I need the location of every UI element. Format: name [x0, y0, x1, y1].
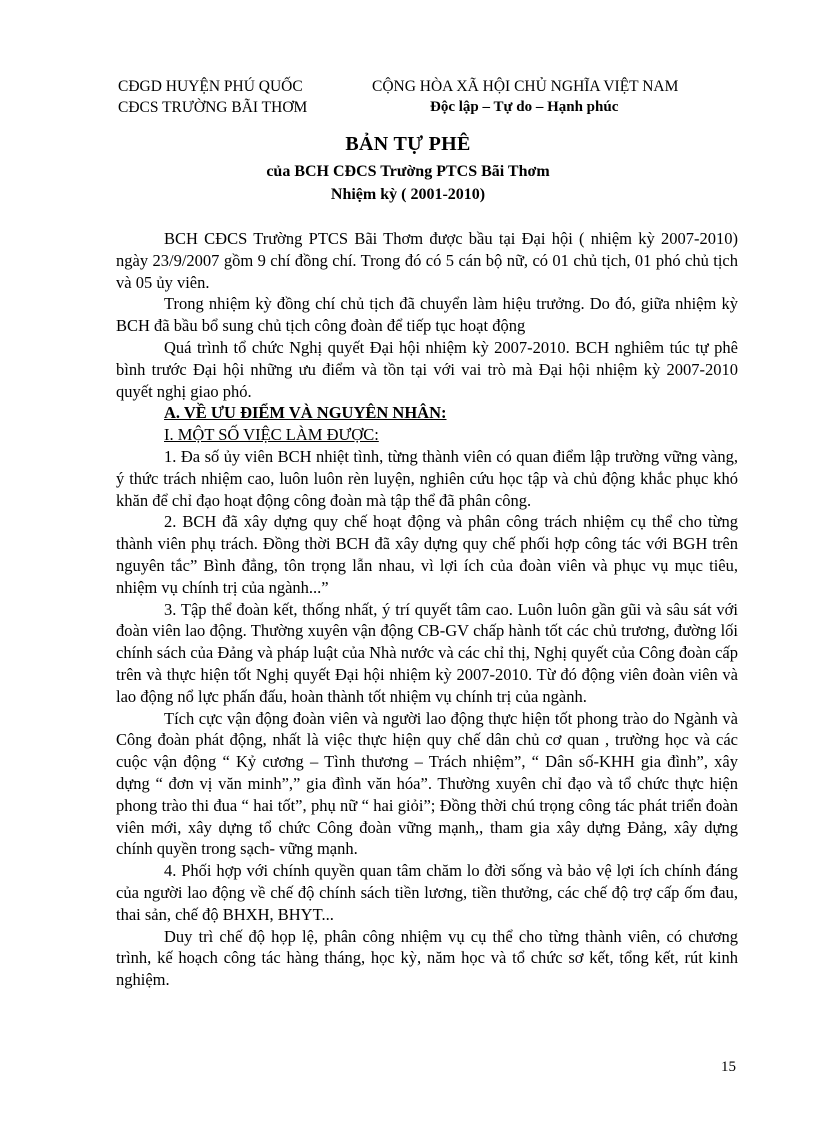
header-left-line1: CĐGD HUYỆN PHÚ QUỐC	[118, 78, 303, 95]
list-item-1: 1. Đa số ủy viên BCH nhiệt tình, từng thành viên có quan điểm lập trường vững vàng, ý thức trách nhiệm cao, luôn luôn rèn luyện, nghiên cứu học tập và chủ động khắc phục khó khăn để chỉ đạo hoạt động công đoàn mà tập thể đã phân công.	[116, 446, 738, 510]
paragraph-self-criticism: Quá trình tổ chức Nghị quyết Đại hội nhiệm kỳ 2007-2010. BCH nghiêm túc tự phê bình trước Đại hội những ưu điểm và tồn tại với vai trò mà Đại hội nhiệm kỳ 2007-2010 quyết nghị giao phó.	[116, 337, 738, 401]
document-title: BẢN TỰ PHÊ	[345, 133, 471, 155]
list-item-3-continued: Tích cực vận động đoàn viên và người lao động thực hiện tốt phong trào do Ngành và Công đoàn phát động, nhất là việc thực hiện quy chế dân chủ cơ quan , trường học và các cuộc vận động “ Kỷ cương – Tình thương – Trách nhiệm”, “ Dân số-KHH gia đình”, xây dựng “ đơn vị văn minh”,” gia đình văn hóa”. Thường xuyên chỉ đạo và tổ chức thực hiện phong trào thi đua “ hai tốt”, phụ nữ “ hai giỏi”; Đồng thời chú trọng công tác phát triển đoàn viên mới, xây dựng tổ chức Công đoàn vững mạnh,, tham gia xây dựng Đảng, xây dựng chính quyền trong sạch- vững mạnh.	[116, 708, 738, 859]
paragraph-chairman-change: Trong nhiệm kỳ đồng chí chủ tịch đã chuyển làm hiệu trưởng. Do đó, giữa nhiệm kỳ BCH đã bầu bổ sung chủ tịch công đoàn để tiếp tục hoạt động	[116, 294, 738, 336]
list-item-3: 3. Tập thể đoàn kết, thống nhất, ý trí quyết tâm cao. Luôn luôn gần gũi và sâu sát với đoàn viên lao động. Thường xuyên vận động CB-GV chấp hành tốt các chủ trương, đường lối chính sách của Đảng và pháp luật của Nhà nước và các chỉ thị, Nghị quyết của Công đoàn cấp trên và thực hiện tốt Nghị quyết Đại hội nhiệm kỳ 2007-2010. Từ đó động viên đoàn viên và lao động nổ lực phấn đấu, hoàn thành tốt nhiệm vụ chính trị của ngành.	[116, 599, 738, 706]
paragraph-intro: BCH CĐCS Trường PTCS Bãi Thơm được bầu tại Đại hội ( nhiệm kỳ 2007-2010) ngày 23/9/2007 gồm 9 chí đồng chí. Trong đó có 5 cán bộ nữ, có 01 chủ tịch, 01 phó chủ tịch và 05 ủy viên.	[116, 229, 738, 292]
list-item-4: 4. Phối hợp với chính quyền quan tâm chăm lo đời sống và bảo vệ lợi ích chính đáng của người lao động về chế độ chính sách tiền lương, tiền thưởng, các chế độ trợ cấp ốm đau, thai sản, chế độ BHXH, BHYT...	[116, 861, 738, 924]
document-subtitle: của BCH CĐCS Trường PTCS Bãi Thơm	[266, 163, 550, 180]
document-body	[116, 228, 738, 991]
header-organization	[118, 76, 307, 118]
list-item-4-continued: Duy trì chế độ họp lệ, phân công nhiệm vụ cụ thể cho từng thành viên, có chương trình, kế hoạch công tác hàng tháng, học kỳ, năm học và tổ chức sơ kết, tổng kết, rút kinh nghiệm.	[116, 926, 738, 990]
header-national-motto	[372, 76, 678, 118]
header-right-line2: Độc lập – Tự do – Hạnh phúc	[430, 99, 619, 115]
document-term: Nhiệm kỳ ( 2001-2010)	[330, 186, 486, 203]
header-left-line2: CĐCS TRƯỜNG BÃI THƠM	[118, 99, 308, 116]
section-heading-a: A. VỀ ƯU ĐIỂM VÀ NGUYÊN NHÂN:	[164, 403, 447, 423]
section-heading-i: I. MỘT SỐ VIỆC LÀM ĐƯỢC:	[164, 425, 379, 445]
header-right-line1: CỘNG HÒA XÃ HỘI CHỦ NGHĨA VIỆT NAM	[372, 78, 679, 95]
list-item-2: 2. BCH đã xây dựng quy chế hoạt động và phân công trách nhiệm cụ thể cho từng thành viên phụ trách. Đồng thời BCH đã xây dựng quy chế phối hợp công tác với BGH trên nguyên tắc” Bình đẳng, tôn trọng lẫn nhau, vì lợi ích của đoàn viên và phục vụ mục tiêu, nhiệm vụ chính trị của ngành...”	[116, 512, 738, 597]
page-number: 15	[721, 1059, 736, 1075]
